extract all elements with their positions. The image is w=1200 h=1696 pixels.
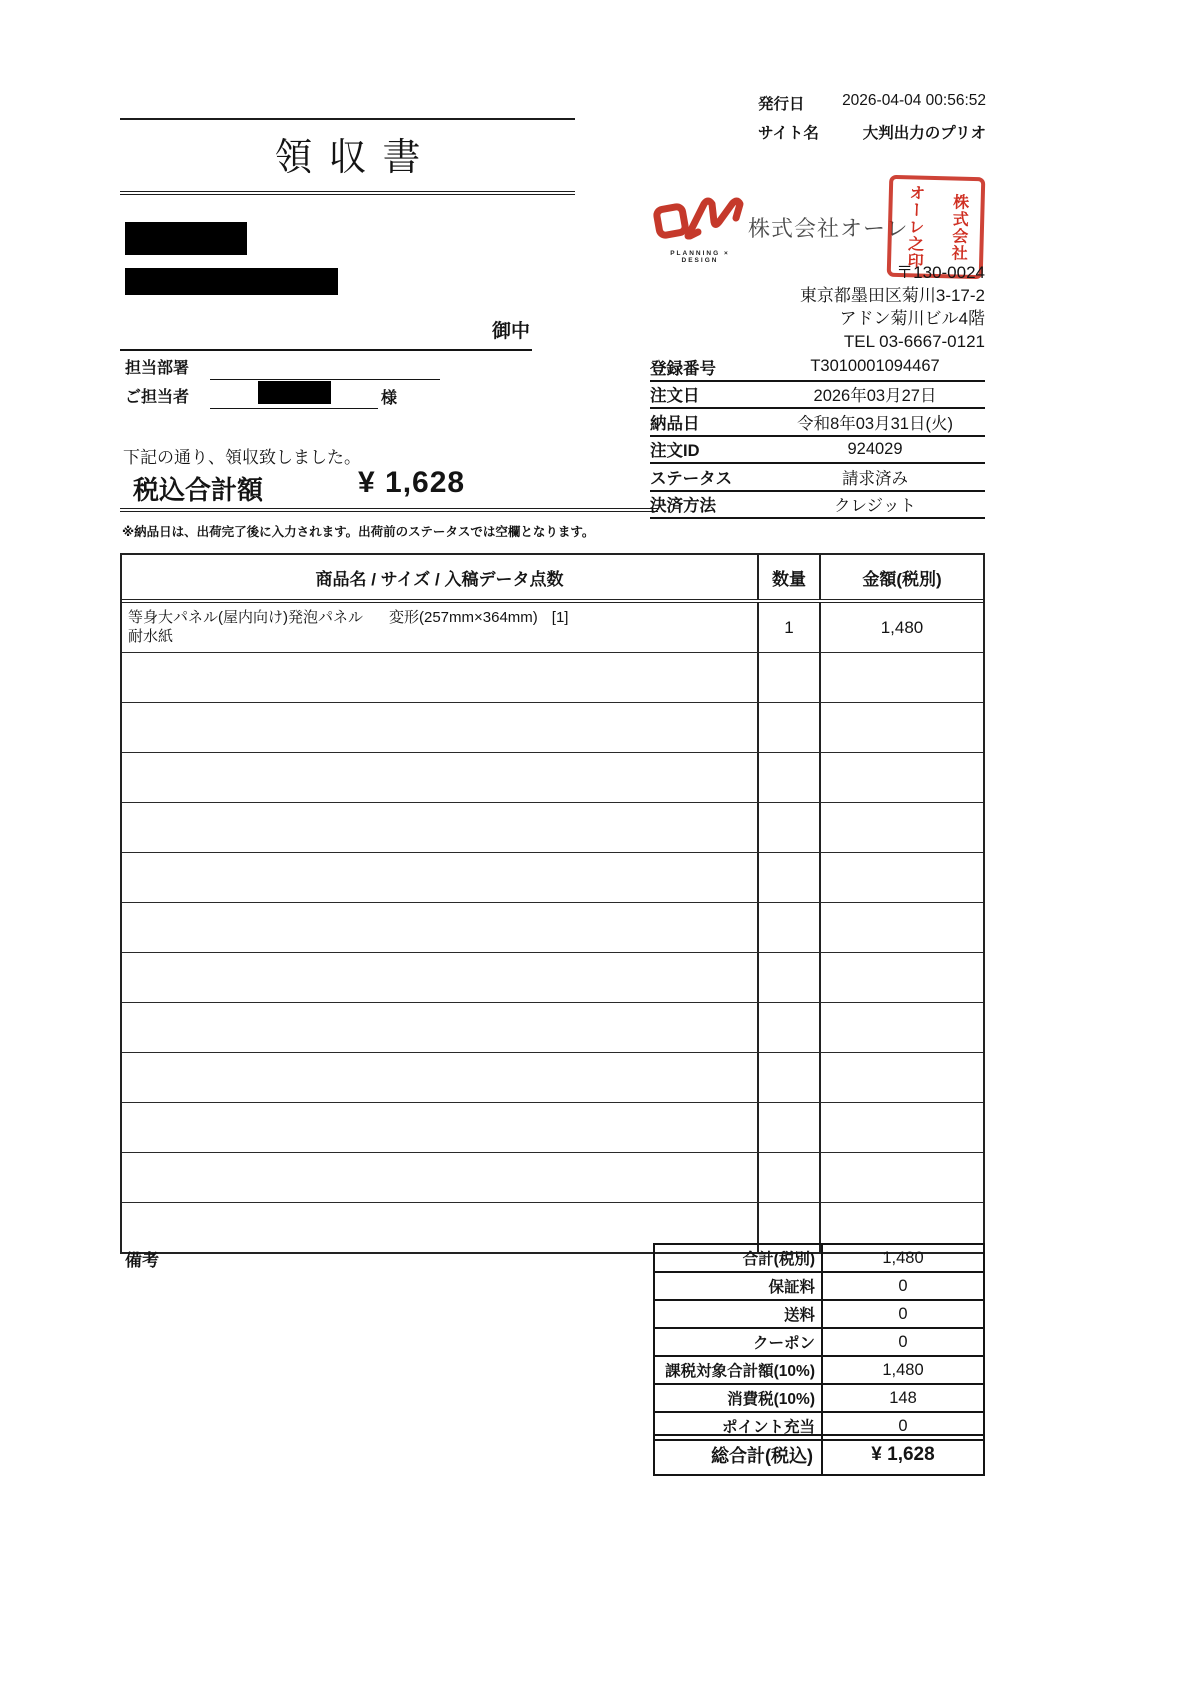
title-block [120,118,575,195]
page-title: 領収書 [274,137,437,179]
empty-product-cell [122,1003,759,1052]
issue-date-label: 発行日 [758,96,805,113]
remarks-label: 備考 [125,1251,159,1270]
total-incl-tax-amount: ¥ 1,628 [358,466,466,499]
order-info-label: 決済方法 [650,497,716,516]
summary-value: 0 [898,1304,908,1323]
summary-value: 1,480 [882,1248,924,1267]
summary-value: 1,480 [882,1360,924,1379]
empty-product-cell [122,653,759,702]
summary-value: 148 [889,1388,917,1407]
empty-qty-cell [759,953,821,1002]
site-name-value: 大判出力のプリオ [862,125,986,142]
company-address-line1: 東京都墨田区菊川3-17-2 [799,286,985,305]
item-row-empty [122,953,983,1003]
item-product-line1 [128,609,568,628]
total-incl-tax-label: 税込合計額 [133,475,264,505]
issue-date-row [758,92,986,114]
summary-label: ポイント充当 [655,1413,823,1439]
stamp-text-col1: 株式会社 [949,193,968,262]
company-logo [652,192,748,264]
item-row-empty [122,653,983,703]
empty-qty-cell [759,1153,821,1202]
empty-qty-cell [759,653,821,702]
empty-product-cell [122,903,759,952]
empty-qty-cell [759,1103,821,1152]
empty-product-cell [122,803,759,852]
header-product: 商品名 / サイズ / 入稿データ点数 [122,555,759,599]
dept-label: 担当部署 [125,360,190,377]
item-row-empty [122,1103,983,1153]
redacted-address [125,268,338,295]
empty-amount-cell [821,1153,983,1202]
item-row-empty [122,1003,983,1053]
item-row [122,603,983,653]
order-info-label: ステータス [650,469,733,488]
stamp-text-col2: オーレ之印 [904,183,925,270]
item-row-empty [122,1153,983,1203]
summary-row [655,1301,983,1329]
item-spec: 変形(257mm×364mm) [389,608,538,626]
receipt-statement: 下記の通り、領収致しました。 [123,448,361,467]
item-row-empty [122,803,983,853]
item-data-count: [1] [551,608,569,626]
company-address-line2: アドン菊川ビル4階 [839,309,985,328]
empty-qty-cell [759,753,821,802]
grand-total-label: 総合計(税込) [655,1436,823,1474]
order-info-row [650,409,985,437]
item-row-empty [122,703,983,753]
empty-amount-cell [821,1003,983,1052]
order-info-row [650,382,985,410]
summary-label: 課税対象合計額(10%) [655,1357,823,1383]
item-name: 等身大パネル(屋内向け)発泡パネル [128,608,363,626]
summary-row [655,1245,983,1273]
order-info-label: 注文日 [650,387,700,406]
item-qty: 1 [759,603,821,652]
order-info-row [650,464,985,492]
order-info-value: クレジット [833,497,917,516]
empty-product-cell [122,1103,759,1152]
person-label: ご担当者 [125,389,190,406]
summary-label: 合計(税別) [655,1245,823,1271]
summary-row [655,1329,983,1357]
empty-product-cell [122,1053,759,1102]
empty-qty-cell [759,1053,821,1102]
onchu-honorific: 御中 [491,321,530,342]
order-info-label: 納品日 [650,414,700,433]
item-product-cell [122,603,759,652]
sama-honorific: 様 [381,390,398,407]
empty-qty-cell [759,903,821,952]
items-table [120,553,985,1254]
redacted-company-name [125,222,247,255]
redacted-person-name [258,381,331,404]
order-info-value: T3010001094467 [810,357,940,376]
order-info-value: 924029 [847,439,903,458]
company-address-block [700,261,985,353]
empty-amount-cell [821,803,983,852]
item-material: 耐水紙 [128,627,174,645]
site-name-label: サイト名 [758,125,819,142]
order-info-row [650,354,985,382]
company-name: 株式会社オーレ [748,216,909,241]
grand-total-value: ¥ 1,628 [871,1444,935,1465]
order-info-table [650,354,985,519]
empty-amount-cell [821,753,983,802]
grand-total-row [653,1434,985,1476]
summary-row [655,1357,983,1385]
company-logo-subtext: PLANNING × DESIGN [670,250,730,264]
item-amount: 1,480 [880,617,924,637]
empty-amount-cell [821,853,983,902]
empty-amount-cell [821,1053,983,1102]
person-underline [210,408,378,409]
item-product-text [128,609,568,647]
order-info-value: 2026年03月27日 [813,387,937,406]
summary-label: 消費税(10%) [655,1385,823,1411]
summary-value: 0 [898,1276,908,1295]
summary-row [655,1385,983,1413]
summary-label: 送料 [655,1301,823,1327]
site-name-row [758,121,986,143]
items-table-header [122,555,983,603]
empty-qty-cell [759,703,821,752]
empty-qty-cell [759,803,821,852]
issue-meta [758,92,986,150]
order-info-value: 令和8年03月31日(火) [797,414,953,433]
empty-amount-cell [821,1103,983,1152]
empty-amount-cell [821,703,983,752]
company-postal: 〒130-0024 [896,263,985,282]
delivery-date-note: ※納品日は、出荷完了後に入力されます。出荷前のステータスでは空欄となります。 [122,525,595,539]
summary-value: 0 [898,1332,908,1351]
empty-qty-cell [759,853,821,902]
item-row-empty [122,1053,983,1103]
empty-product-cell [122,853,759,902]
issue-date-value: 2026-04-04 00:56:52 [842,92,986,109]
summary-label: クーポン [655,1329,823,1355]
item-row-empty [122,853,983,903]
empty-product-cell [122,1153,759,1202]
company-logo-icon [652,192,748,244]
summary-row [655,1273,983,1301]
company-tel: TEL 03-6667-0121 [843,332,985,351]
summary-label: 保証料 [655,1273,823,1299]
empty-product-cell [122,703,759,752]
order-info-row [650,492,985,520]
empty-qty-cell [759,1003,821,1052]
order-info-label: 登録番号 [650,359,716,378]
dept-underline [210,379,440,380]
empty-amount-cell [821,953,983,1002]
empty-amount-cell [821,903,983,952]
items-table-body [122,603,983,1252]
order-info-value: 請求済み [842,469,908,488]
empty-product-cell [122,753,759,802]
item-row-empty [122,903,983,953]
total-underline [120,508,658,512]
header-amount: 金額(税別) [862,569,942,589]
summary-value: 0 [898,1416,908,1435]
header-qty: 数量 [759,555,821,599]
order-info-row [650,437,985,465]
item-row-empty [122,753,983,803]
empty-amount-cell [821,653,983,702]
empty-product-cell [122,953,759,1002]
order-info-label: 注文ID [650,442,700,461]
recipient-underline [120,349,532,351]
summary-table [653,1243,985,1441]
